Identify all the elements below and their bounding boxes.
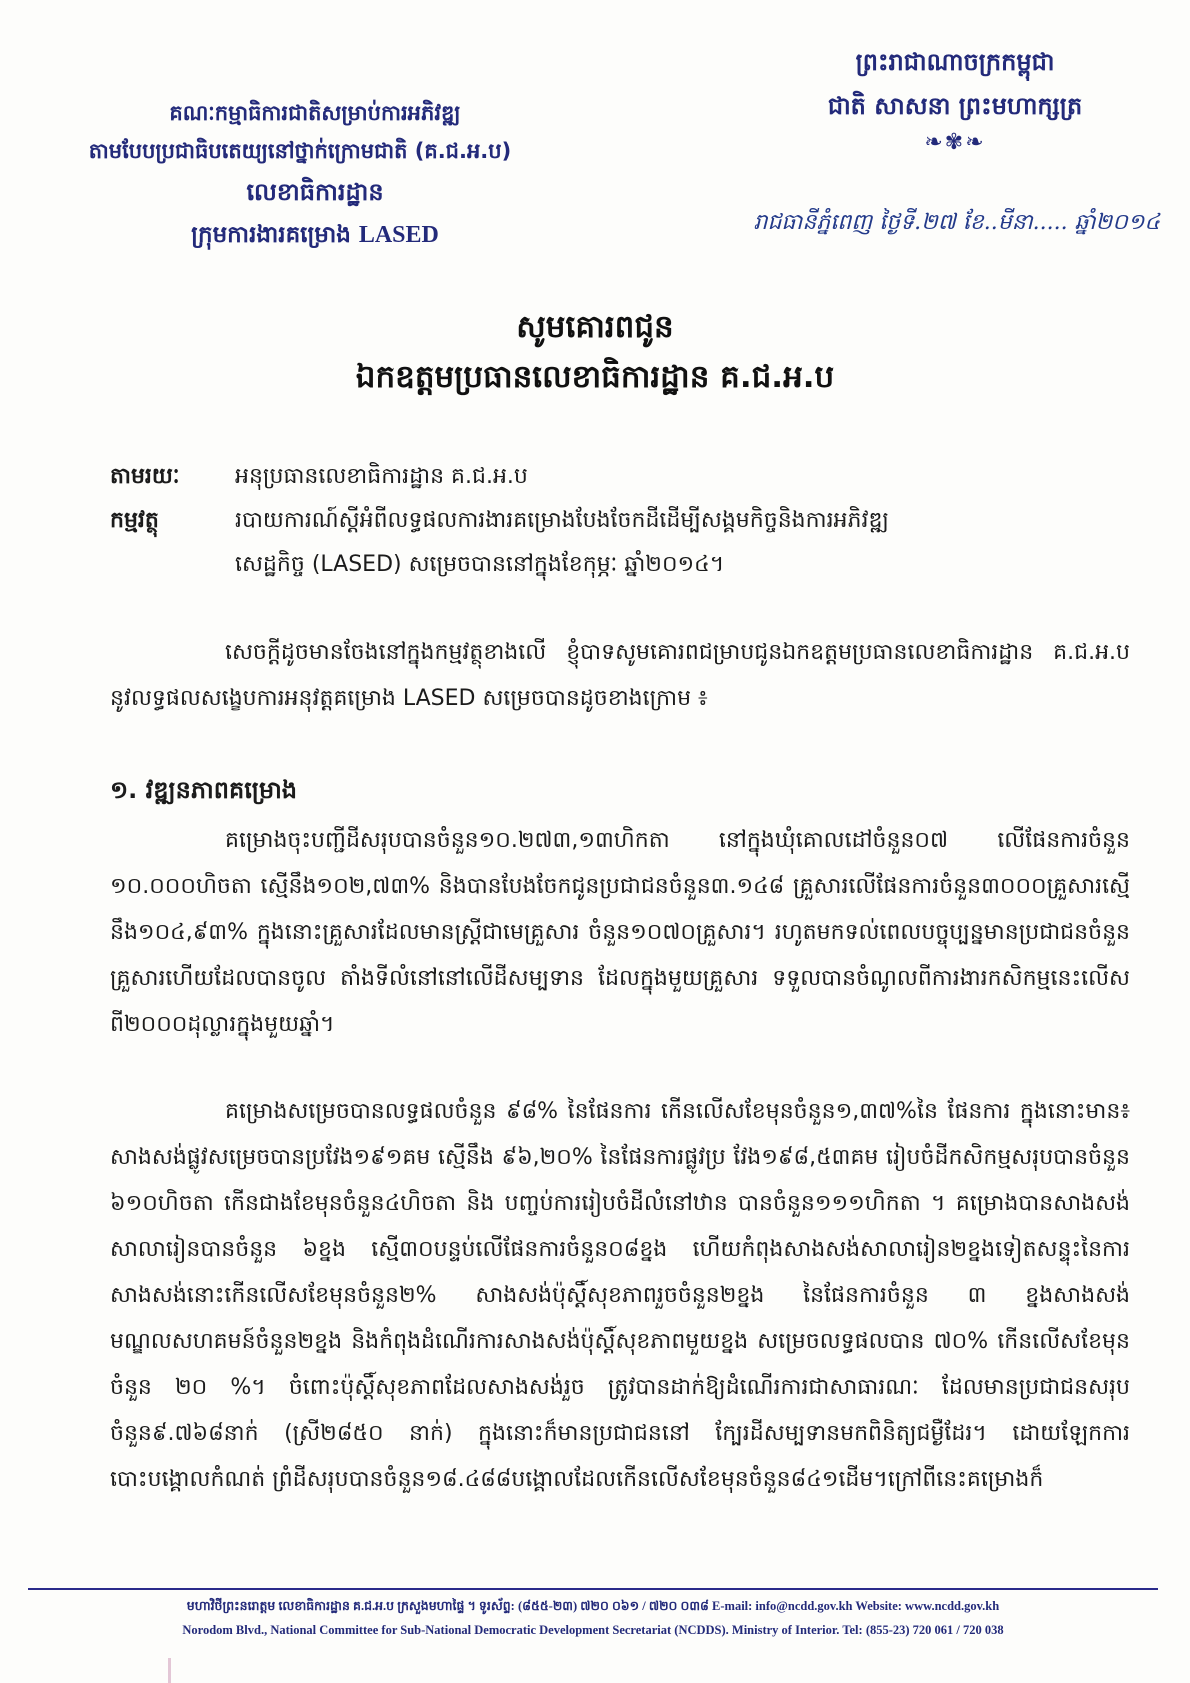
section-heading-progress: ១. វឌ្ឍនភាពគម្រោង [110,776,298,804]
via-label: តាមរយៈ [110,464,180,489]
subject-label: កម្មវត្ថុ [110,508,159,533]
body-paragraph-1: គម្រោងចុះបញ្ជីដីសរុបបានចំនួន១០.២៧៣,១៣ហិកតា នៅក្នុងឃុំគោលដៅចំនួន០៧ លើផែនការចំនួន ១០.០០០ហិចតា ស្មើនឹង១០២,៧៣% និងបានបែងចែកជូនប្រជាជនចំនួន៣.១៤៨ គ្រួសារលើផែនការចំនួន៣០០០គ្រួសារស្មើនឹង១០៤,៩៣% ក្នុងនោះគ្រួសារដែលមានស្ត្រីជាមេគ្រួសារ ចំនួន១០៧០គ្រួសារ។ រហូតមកទល់ពេលបច្ចុប្បន្នមានប្រជាជនចំនួនគ្រួសារហើយដែលបានចូល តាំងទីលំនៅនៅលើដីសម្បទាន ដែលក្នុងមួយគ្រួសារ ទទួលបានចំណូលពីការងារកសិកម្មនេះលើស ពី២០០០ដុល្លារក្នុងមួយឆ្នាំ។ [110,828,1130,1037]
intro-paragraph: សេចក្តីដូចមានចែងនៅក្នុងកម្មវត្ថុខាងលើ ខ្ញុំបាទសូមគោរពជម្រាបជូនឯកឧត្តមប្រធានលេខាធិការដ្ឋាន គ.ជ.អ.ប នូវលទ្ធផលសង្ខេបការអនុវត្តគម្រោង LASED សម្រេចបានដូចខាងក្រោម ៖ [110,640,1130,711]
ornament-icon: ❧✾❧ [924,130,986,155]
national-motto: ជាតិ សាសនា ព្រះមហាក្សត្រ [827,92,1083,120]
subject-line-2: សេដ្ឋកិច្ច (LASED) សម្រេចបាននៅក្នុងខែកុម្ភៈ ឆ្នាំ២០១៤។ [235,552,725,577]
subject-row [110,499,1130,543]
addressee-salutation: សូមគោរពជូន [516,309,674,345]
kingdom-motto-block [760,40,1150,158]
addressee-block [0,302,1190,402]
footer-divider [28,1588,1158,1590]
authority-line-4-latin: LASED [358,222,439,248]
subject-line-1: របាយការណ៍ស្តីអំពីលទ្ធផលការងារគម្រោងបែងចែកដីដើម្បីសង្គមកិច្ចនិងការអភិវឌ្ឍ [235,508,889,533]
footer-address-khmer: មហាវិថីព្រះនរោត្តម លេខាធិការដ្ឋាន គ.ជ.អ.ប ក្រសួងមហាផ្ទៃ ។ ទូរស័ព្ទ: (៨៥៥-២៣) ៧២០ ០៦១ / ៧២០ ០៣៨ E-mail: info@ncdd.gov.kh Website: www.ncdd.gov.kh [186,1599,1000,1613]
kingdom-name: ព្រះរាជាណាចក្រកម្ពុជា [855,48,1055,76]
authority-line-2: តាមបែបប្រជាធិបតេយ្យនៅថ្នាក់ក្រោមជាតិ (គ.ជ.អ.ប) [88,139,512,163]
footer [28,1594,1158,1642]
authority-line-3: លេខាធិការដ្ឋាន [246,178,384,206]
place-and-date: រាជធានីភ្នំពេញ ថ្ងៃទី.២៧ ខែ..មីនា..... ឆ្នាំ២០១៤ [753,210,1160,235]
footer-address-english: Norodom Blvd., National Committee for Sub-National Democratic Development Secretariat (NCDDS). Ministry of Interior. Tel: (855-23) 720 061 / 720 038 [182,1623,1004,1637]
via-row [110,455,1130,499]
authority-line-4 [55,213,575,257]
issuing-authority-block [55,95,575,257]
letter-meta [110,455,1130,587]
margin-mark [168,1658,171,1683]
via-value: អនុប្រធានលេខាធិការដ្ឋាន គ.ជ.អ.ប [235,464,528,489]
authority-line-4-khmer: ក្រុមការងារគម្រោង [191,222,351,248]
body-paragraph-2: គម្រោងសម្រេចបានលទ្ធផលចំនួន ៩៨% នៃផែនការ កើនលើសខែមុនចំនួន១,៣៧%នៃ ផែនការ ក្នុងនោះមាន៖ សាងសង់ផ្លូវសម្រេចបានប្រវែង១៩១គម ស្មើនឹង ៩៦,២០% នៃផែនការផ្លូវប្រ វែង១៩៨,៥៣គម រៀបចំដីកសិកម្មសរុបបានចំនួន ៦១០ហិចតា កើនជាងខែមុនចំនួន៤ហិចតា និង បញ្ចប់ការរៀបចំដីលំនៅឋាន បានចំនួន១១១ហិកតា ។ គម្រោងបានសាងសង់សាលារៀនបានចំនួន ៦ខ្នង ស្មើ៣០បន្ទប់លើផែនការចំនួន០៨ខ្នង ហើយកំពុងសាងសង់សាលារៀន២ខ្នងទៀតសន្ទុះនៃការ សាងសង់នោះកើនលើសខែមុនចំនួន២% សាងសង់ប៉ុស្តិ៍សុខភាពរួចចំនួន២ខ្នង នៃផែនការចំនួន ៣ ខ្នងសាងសង់មណ្ឌលសហគមន៍ចំនួន២ខ្នង និងកំពុងដំណើរការសាងសង់ប៉ុស្តិ៍សុខភាពមួយខ្នង សម្រេចលទ្ធផលបាន ៧០% កើនលើសខែមុនចំនួន ២០ %។ ចំពោះប៉ុស្តិ៍សុខភាពដែលសាងសង់រួច ត្រូវបានដាក់ឱ្យដំណើរការជាសាធារណៈ ដែលមានប្រជាជនសរុបចំនួន៩.៧៦៨នាក់ (ស្រី២៨៥០ នាក់) ក្នុងនោះក៏មានប្រជាជននៅ ក្បែរដីសម្បទានមកពិនិត្យជម្ងឺដែរ។ ដោយឡែកការ បោះបង្គោលកំណត់ ព្រំដីសរុបបានចំនួន១៨.៤៨៨បង្គោលដែលកើនលើសខែមុនចំនួន៨៤១ដើម។ក្រៅពីនេះគម្រោងក៏ [110,1099,1130,1492]
authority-line-1: គណៈកម្មាធិការជាតិសម្រាប់ការអភិវឌ្ឍ [169,101,461,125]
addressee-name: ឯកឧត្តមប្រធានលេខាធិការដ្ឋាន គ.ជ.អ.ប [355,359,835,395]
